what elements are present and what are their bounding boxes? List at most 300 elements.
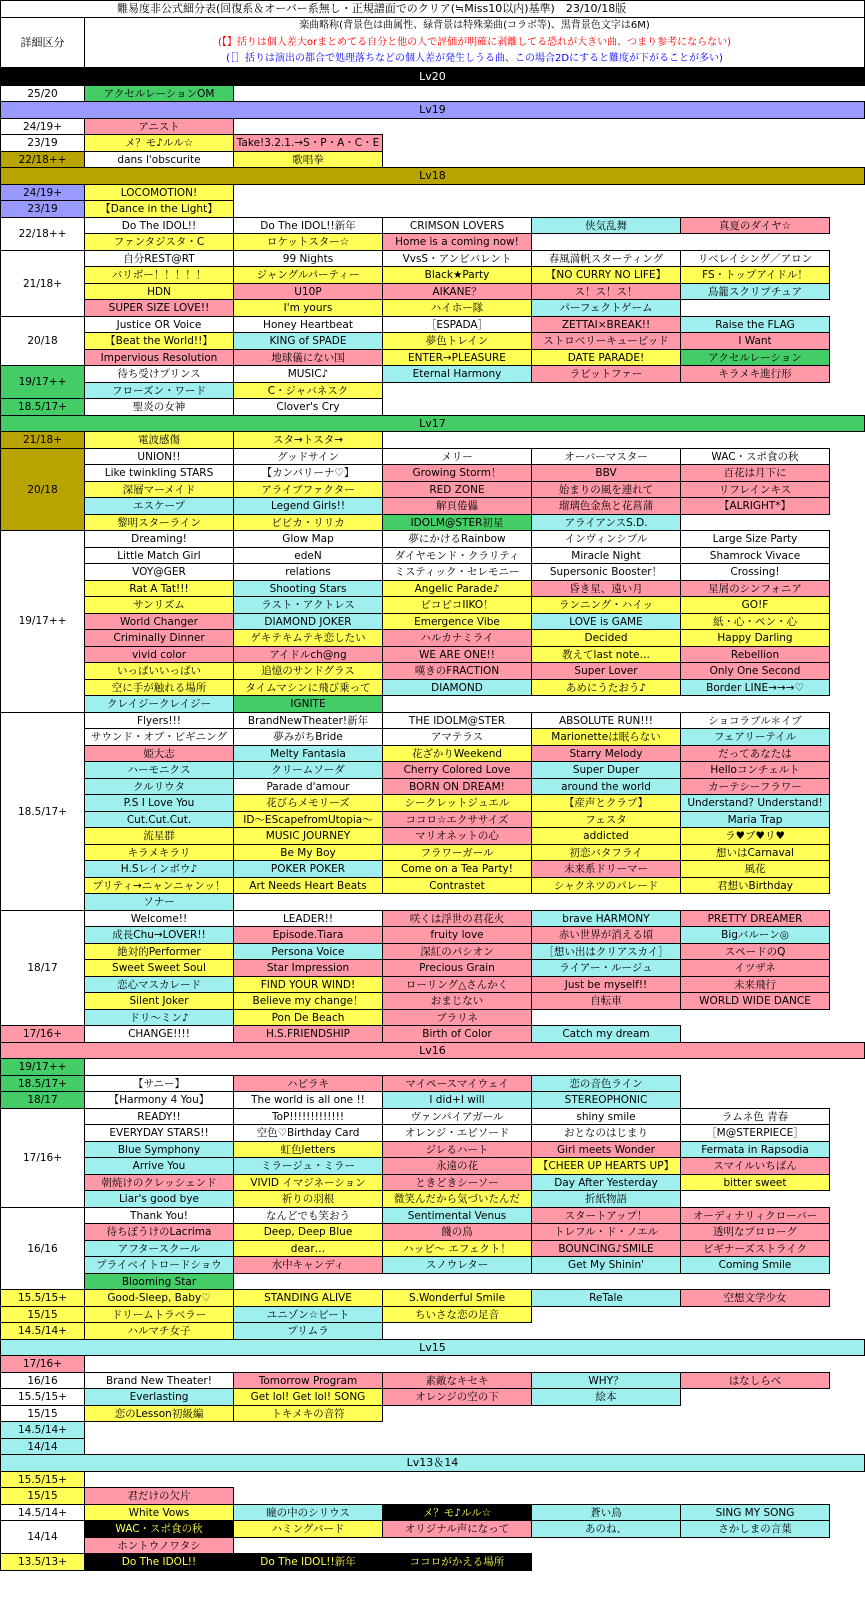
song-cell: 永遠の花 bbox=[382, 1157, 532, 1175]
song-cell: 【NO CURRY NO LIFE】 bbox=[531, 266, 681, 284]
song-cell: マイペースマイウェイ bbox=[382, 1075, 532, 1093]
section-header: Lv16 bbox=[0, 1042, 865, 1060]
difficulty-label: 14/14 bbox=[0, 1520, 85, 1554]
song-cell: BOUNCING♪SMILE bbox=[531, 1240, 681, 1258]
song-cell: アライブファクター bbox=[233, 481, 383, 499]
song-cell: マリオネットの心 bbox=[382, 827, 532, 845]
song-cell: Sentimental Venus bbox=[382, 1207, 532, 1225]
song-cell: ハッピ〜 エフェクト！ bbox=[382, 1240, 532, 1258]
song-cell: I'm yours bbox=[233, 299, 383, 317]
song-cell: 花びらメモリーズ bbox=[233, 794, 383, 812]
song-cell: サンリズム bbox=[84, 596, 234, 614]
song-cell: エスケープ bbox=[84, 497, 234, 515]
song-cell: 【Beat the World!!】 bbox=[84, 332, 234, 350]
song-cell: relations bbox=[233, 563, 383, 581]
song-cell: Episode.Tiara bbox=[233, 926, 383, 944]
difficulty-label: 18/17 bbox=[0, 910, 85, 1027]
song-cell: ToP!!!!!!!!!!!!! bbox=[233, 1108, 383, 1126]
song-cell: 待ちぼうけのLacrima bbox=[84, 1223, 234, 1241]
song-cell: 君だけの欠片 bbox=[84, 1487, 234, 1505]
song-cell: Black★Party bbox=[382, 266, 532, 284]
song-cell: C・ジャバネスク bbox=[233, 382, 383, 400]
song-cell: ラ♥ブ♥リ♥ bbox=[680, 827, 830, 845]
song-cell: Little Match Girl bbox=[84, 547, 234, 565]
song-cell: Tomorrow Program bbox=[233, 1372, 383, 1390]
song-cell: イツザネ bbox=[680, 959, 830, 977]
song-cell: Believe my change！ bbox=[233, 992, 383, 1010]
song-cell: 【Dance in the Light】 bbox=[84, 200, 234, 218]
song-cell: オリジナル声になって bbox=[382, 1520, 532, 1538]
song-cell: ラスト・アクトレス bbox=[233, 596, 383, 614]
song-cell: Glow Map bbox=[233, 530, 383, 548]
song-cell: 未来飛行 bbox=[680, 976, 830, 994]
song-cell: バリボー！！！！！ bbox=[84, 266, 234, 284]
song-cell: Angelic Parade♪ bbox=[382, 580, 532, 598]
song-cell: ランニング・ハイッ bbox=[531, 596, 681, 614]
song-cell: 自分REST@RT bbox=[84, 250, 234, 268]
song-cell: ライアー・ルージュ bbox=[531, 959, 681, 977]
song-cell: 紙・心・ペン・心 bbox=[680, 613, 830, 631]
song-cell: アニスト bbox=[84, 118, 234, 136]
song-cell: ソナー bbox=[84, 893, 234, 911]
song-cell: Welcome!! bbox=[84, 910, 234, 928]
song-cell: 絶対的Performer bbox=[84, 943, 234, 961]
song-cell: 風花 bbox=[680, 860, 830, 878]
song-cell: ス！ス！ス！ bbox=[531, 283, 681, 301]
song-cell: SING MY SONG bbox=[680, 1504, 830, 1522]
song-cell: READY!! bbox=[84, 1108, 234, 1126]
song-cell: アライアンスS.D. bbox=[531, 514, 681, 532]
song-cell: Thank You! bbox=[84, 1207, 234, 1225]
difficulty-label: 16/16 bbox=[0, 1207, 85, 1291]
song-cell: ラムネ色 青春 bbox=[680, 1108, 830, 1126]
song-cell: Marionetteは眠らない bbox=[531, 728, 681, 746]
song-cell: 深層マーメイド bbox=[84, 481, 234, 499]
song-cell: VIVID イマジネーション bbox=[233, 1174, 383, 1192]
song-cell: BORN ON DREAM! bbox=[382, 778, 532, 796]
song-cell: 水中キャンディ bbox=[233, 1256, 383, 1274]
song-cell: 追憶のサンドグラス bbox=[233, 662, 383, 680]
song-cell: Do The IDOL!! bbox=[84, 1553, 234, 1571]
song-cell: スペードのQ bbox=[680, 943, 830, 961]
song-cell: キラメキ進行形 bbox=[680, 365, 830, 383]
song-cell: SUPER SIZE LOVE!! bbox=[84, 299, 234, 317]
song-cell: メ？モ♪ルル☆ bbox=[84, 134, 234, 152]
song-cell: 【サニー】 bbox=[84, 1075, 234, 1093]
song-cell: STANDING ALIVE bbox=[233, 1289, 383, 1307]
song-cell: BrandNewTheater!新年 bbox=[233, 712, 383, 730]
song-cell: vivid color bbox=[84, 646, 234, 664]
song-cell: Impervious Resolution bbox=[84, 349, 234, 367]
song-cell: 春風満帆スターティング bbox=[531, 250, 681, 268]
song-cell: I Want bbox=[680, 332, 830, 350]
song-cell: ビビカ・リリカ bbox=[233, 514, 383, 532]
difficulty-label: 18/17 bbox=[0, 1091, 85, 1109]
song-cell: オーバーマスター bbox=[531, 448, 681, 466]
song-cell: I did+I will bbox=[382, 1091, 532, 1109]
song-cell: シークレットジュエル bbox=[382, 794, 532, 812]
song-cell: オーディナリィクローバー bbox=[680, 1207, 830, 1225]
song-cell: Brand New Theater! bbox=[84, 1372, 234, 1390]
song-cell: Shooting Stars bbox=[233, 580, 383, 598]
difficulty-label: 15/15 bbox=[0, 1306, 85, 1324]
song-cell: KING of SPADE bbox=[233, 332, 383, 350]
song-cell: 侠気乱舞 bbox=[531, 217, 681, 235]
song-cell: 瑠璃色金魚と花菖蒲 bbox=[531, 497, 681, 515]
song-cell: Only One Second bbox=[680, 662, 830, 680]
note-line-1: 楽曲略称(背景色は曲属性、緑背景は特殊楽曲(コラボ等)、黒背景色文字は6M) bbox=[299, 20, 650, 31]
song-cell: 夢色トレイン bbox=[382, 332, 532, 350]
song-cell: Sweet Sweet Soul bbox=[84, 959, 234, 977]
song-cell: Large Size Party bbox=[680, 530, 830, 548]
song-cell: ミスティック・セレモニー bbox=[382, 563, 532, 581]
song-cell: Crossing! bbox=[680, 563, 830, 581]
song-cell: WAC・スポ食の秋 bbox=[84, 1520, 234, 1538]
sheet-title: 難易度非公式細分表(回復系＆オーバー系無し・正規譜面でのクリア(≒Miss10以内)基準) 23/10/18版 bbox=[0, 0, 865, 18]
song-cell: ドリームトラベラー bbox=[84, 1306, 234, 1324]
song-cell: shiny smile bbox=[531, 1108, 681, 1126]
section-header: Lv13＆14 bbox=[0, 1454, 865, 1472]
song-cell: Star Impression bbox=[233, 959, 383, 977]
song-cell: LEADER!! bbox=[233, 910, 383, 928]
song-cell: Melty Fantasia bbox=[233, 745, 383, 763]
song-cell: なんどでも笑おう bbox=[233, 1207, 383, 1225]
song-cell: 微笑んだから気づいたんだ bbox=[382, 1190, 532, 1208]
song-cell: RED ZONE bbox=[382, 481, 532, 499]
song-cell: フェアリーテイル bbox=[680, 728, 830, 746]
song-cell: カーテシーフラワー bbox=[680, 778, 830, 796]
song-cell: フェスタ bbox=[531, 811, 681, 829]
song-cell: H.S.FRIENDSHIP bbox=[233, 1025, 383, 1043]
song-cell: Silent Joker bbox=[84, 992, 234, 1010]
song-cell: Everlasting bbox=[84, 1388, 234, 1406]
song-cell: グッドサイン bbox=[233, 448, 383, 466]
song-cell: Precious Grain bbox=[382, 959, 532, 977]
difficulty-label: 15.5/15+ bbox=[0, 1388, 85, 1406]
song-cell: White Vows bbox=[84, 1504, 234, 1522]
song-cell: Flyers!!! bbox=[84, 712, 234, 730]
song-cell: ショコラブル＊イブ bbox=[680, 712, 830, 730]
song-cell: Be My Boy bbox=[233, 844, 383, 862]
song-cell: 恋心マスカレード bbox=[84, 976, 234, 994]
song-cell: Do The IDOL!! bbox=[84, 217, 234, 235]
song-cell: 空に手が触れる場所 bbox=[84, 679, 234, 697]
song-cell: 赤い世界が消える頃 bbox=[531, 926, 681, 944]
song-cell: LOVE is GAME bbox=[531, 613, 681, 631]
song-cell: 空色♡Birthday Card bbox=[233, 1124, 383, 1142]
song-cell: ホントウノワタシ bbox=[84, 1537, 234, 1555]
song-cell: addicted bbox=[531, 827, 681, 845]
song-cell: さかしまの言葉 bbox=[680, 1520, 830, 1538]
song-cell: P.S I Love You bbox=[84, 794, 234, 812]
difficulty-label: 17/16+ bbox=[0, 1108, 85, 1208]
song-cell: Miracle Night bbox=[531, 547, 681, 565]
section-header: Lv17 bbox=[0, 415, 865, 433]
difficulty-label: 25/20 bbox=[0, 85, 85, 103]
song-cell: IGNITE bbox=[233, 695, 383, 713]
difficulty-label: 24/19+ bbox=[0, 118, 85, 136]
song-cell: DATE PARADE! bbox=[531, 349, 681, 367]
song-cell: Do The IDOL!!新年 bbox=[233, 1553, 383, 1571]
song-cell: S.Wonderful Smile bbox=[382, 1289, 532, 1307]
song-cell: ハミングバード bbox=[233, 1520, 383, 1538]
song-cell: ラビットファー bbox=[531, 365, 681, 383]
song-cell: Coming Smile bbox=[680, 1256, 830, 1274]
song-cell: 君想いBirthday bbox=[680, 877, 830, 895]
song-cell: AIKANE？ bbox=[382, 283, 532, 301]
song-cell: クレイジークレイジー bbox=[84, 695, 234, 713]
song-cell: THE IDOLM@STER bbox=[382, 712, 532, 730]
song-cell: クリームソーダ bbox=[233, 761, 383, 779]
song-cell: Liar's good bye bbox=[84, 1190, 234, 1208]
difficulty-label: 15.5/15+ bbox=[0, 1471, 85, 1489]
song-cell: ハイホー隊 bbox=[382, 299, 532, 317]
col-label: 詳細区分 bbox=[0, 17, 85, 68]
song-cell: Just be myself!! bbox=[531, 976, 681, 994]
song-cell: アクセルレーション bbox=[680, 349, 830, 367]
song-cell: ココロ☆エクササイズ bbox=[382, 811, 532, 829]
song-cell: フローズン・ワード bbox=[84, 382, 234, 400]
song-cell: 始まりの風を連れて bbox=[531, 481, 681, 499]
song-cell: CRIMSON LOVERS bbox=[382, 217, 532, 235]
song-cell: スタートアップ！ bbox=[531, 1207, 681, 1225]
song-cell: DIAMOND JOKER bbox=[233, 613, 383, 631]
song-cell: Honey Heartbeat bbox=[233, 316, 383, 334]
song-cell: Raise the FLAG bbox=[680, 316, 830, 334]
song-cell: Parade d'amour bbox=[233, 778, 383, 796]
song-cell: Growing Storm！ bbox=[382, 464, 532, 482]
song-cell: ドリ〜ミン♪ bbox=[84, 1009, 234, 1027]
difficulty-label: 17/16+ bbox=[0, 1355, 85, 1373]
song-cell: Rat A Tat!!! bbox=[84, 580, 234, 598]
song-cell: おとなのはじまり bbox=[531, 1124, 681, 1142]
song-cell: ときどきシーソー bbox=[382, 1174, 532, 1192]
song-cell: Get My Shinin' bbox=[531, 1256, 681, 1274]
difficulty-label: 22/18++ bbox=[0, 151, 85, 169]
song-cell: サウンド・オブ・ビギニング bbox=[84, 728, 234, 746]
song-cell: 成長Chu→LOVER!! bbox=[84, 926, 234, 944]
song-cell: 聖炎の女神 bbox=[84, 398, 234, 416]
song-cell: 朝焼けのクレッシェンド bbox=[84, 1174, 234, 1192]
song-cell: アフタースクール bbox=[84, 1240, 234, 1258]
difficulty-label: 19/17++ bbox=[0, 1058, 85, 1076]
song-cell: 夢にかけるRainbow bbox=[382, 530, 532, 548]
song-cell: ジレるハート bbox=[382, 1141, 532, 1159]
song-cell: 【CHEER UP HEARTS UP】 bbox=[531, 1157, 681, 1175]
song-cell: 99 Nights bbox=[233, 250, 383, 268]
song-cell: Shamrock Vivace bbox=[680, 547, 830, 565]
song-cell: アイドルch@ng bbox=[233, 646, 383, 664]
song-cell: あのね、 bbox=[531, 1520, 681, 1538]
song-cell: ハーモニクス bbox=[84, 761, 234, 779]
song-cell: パーフェクトゲーム bbox=[531, 299, 681, 317]
song-cell: dear… bbox=[233, 1240, 383, 1258]
song-cell: 【ALRIGHT*】 bbox=[680, 497, 830, 515]
song-cell: DIAMOND bbox=[382, 679, 532, 697]
song-cell: The world is all one !! bbox=[233, 1091, 383, 1109]
notes-box bbox=[84, 17, 865, 68]
song-cell: LOCOMOTION! bbox=[84, 184, 234, 202]
song-cell: メ？モ♪ルル☆ bbox=[382, 1504, 532, 1522]
song-cell: だってあなたは bbox=[680, 745, 830, 763]
song-cell: ReTale bbox=[531, 1289, 681, 1307]
song-cell: Persona Voice bbox=[233, 943, 383, 961]
song-cell: 姫大志 bbox=[84, 745, 234, 763]
song-cell: 空想文学少女 bbox=[680, 1289, 830, 1307]
song-cell: リフレインキス bbox=[680, 481, 830, 499]
difficulty-label: 20/18 bbox=[0, 316, 85, 367]
song-cell: 星屑のシンフォニア bbox=[680, 580, 830, 598]
song-cell: ハルマチ女子 bbox=[84, 1322, 234, 1340]
song-cell: IDOLM@STER初星 bbox=[382, 514, 532, 532]
song-cell: Day After Yesterday bbox=[531, 1174, 681, 1192]
song-cell: Dreaming! bbox=[84, 530, 234, 548]
song-cell: オレンジ・エピソード bbox=[382, 1124, 532, 1142]
song-cell: around the world bbox=[531, 778, 681, 796]
difficulty-label: 18.5/17+ bbox=[0, 398, 85, 416]
song-cell: キラメキラリ bbox=[84, 844, 234, 862]
song-cell: Super Duper bbox=[531, 761, 681, 779]
song-cell: MUSIC♪ bbox=[233, 365, 383, 383]
difficulty-label: 23/19 bbox=[0, 200, 85, 218]
song-cell: FIND YOUR WIND! bbox=[233, 976, 383, 994]
song-cell: Contrastet bbox=[382, 877, 532, 895]
song-cell: 自転車 bbox=[531, 992, 681, 1010]
song-cell: シャクネツのパレード bbox=[531, 877, 681, 895]
song-cell: ［ESPADA］ bbox=[382, 316, 532, 334]
song-cell: Blooming Star bbox=[84, 1273, 234, 1291]
song-cell: ハルカナミライ bbox=[382, 629, 532, 647]
song-cell: WORLD WIDE DANCE bbox=[680, 992, 830, 1010]
song-cell: brave HARMONY bbox=[531, 910, 681, 928]
song-cell: Border LINE→→→♡ bbox=[680, 679, 830, 697]
difficulty-label: 20/18 bbox=[0, 448, 85, 532]
song-cell: 花ざかりWeekend bbox=[382, 745, 532, 763]
song-cell: ユニゾン☆ビート bbox=[233, 1306, 383, 1324]
song-cell: Come on a Tea Party! bbox=[382, 860, 532, 878]
song-cell: Maria Trap bbox=[680, 811, 830, 829]
song-cell: はなしらべ bbox=[680, 1372, 830, 1390]
song-cell: タイムマシンに飛び乗って bbox=[233, 679, 383, 697]
song-cell: Do The IDOL!!新年 bbox=[233, 217, 383, 235]
difficulty-label: 14.5/14+ bbox=[0, 1322, 85, 1340]
difficulty-label: 18.5/17+ bbox=[0, 1075, 85, 1093]
song-cell: ストロベリーキューピッド bbox=[531, 332, 681, 350]
song-cell: FS・トップアイドル！ bbox=[680, 266, 830, 284]
song-cell: 未来系ドリーマー bbox=[531, 860, 681, 878]
song-cell: CHANGE!!!! bbox=[84, 1025, 234, 1043]
song-cell: ヴァンパイアガール bbox=[382, 1108, 532, 1126]
song-cell: スマイルいちばん bbox=[680, 1157, 830, 1175]
song-cell: 素敵なキセキ bbox=[382, 1372, 532, 1390]
difficulty-label: 21/18+ bbox=[0, 250, 85, 317]
difficulty-label: 17/16+ bbox=[0, 1025, 85, 1043]
song-cell: 透明なプロローグ bbox=[680, 1223, 830, 1241]
song-cell: ファンタジスタ・C bbox=[84, 233, 234, 251]
song-cell: クルリウタ bbox=[84, 778, 234, 796]
song-cell: dans l'obscurite bbox=[84, 151, 234, 169]
song-cell: ロケットスター☆ bbox=[233, 233, 383, 251]
song-cell: BBV bbox=[531, 464, 681, 482]
song-cell: ENTER→PLEASURE bbox=[382, 349, 532, 367]
song-cell: 虹色letters bbox=[233, 1141, 383, 1159]
song-cell: プライベイトロードショウ bbox=[84, 1256, 234, 1274]
song-cell: Super Lover bbox=[531, 662, 681, 680]
song-cell: MUSIC JOURNEY bbox=[233, 827, 383, 845]
song-cell: GO!F bbox=[680, 596, 830, 614]
song-cell: 想いはCarnaval bbox=[680, 844, 830, 862]
song-cell: Blue Symphony bbox=[84, 1141, 234, 1159]
song-cell: Emergence Vibe bbox=[382, 613, 532, 631]
song-cell: ビギナーズストライク bbox=[680, 1240, 830, 1258]
song-cell: Girl meets Wonder bbox=[531, 1141, 681, 1159]
song-cell: ちいさな恋の足音 bbox=[382, 1306, 532, 1324]
difficulty-label: 16/16 bbox=[0, 1372, 85, 1390]
song-cell: いっぱいいっぱい bbox=[84, 662, 234, 680]
song-cell: 瞳の中のシリウス bbox=[233, 1504, 383, 1522]
song-cell: Catch my dream bbox=[531, 1025, 681, 1043]
song-cell: ［M@STERPIECE］ bbox=[680, 1124, 830, 1142]
song-cell: 【Harmony 4 You】 bbox=[84, 1091, 234, 1109]
song-cell: World Changer bbox=[84, 613, 234, 631]
song-cell: トレフル・ド・ノエル bbox=[531, 1223, 681, 1241]
song-cell: 流星群 bbox=[84, 827, 234, 845]
song-cell: おまじない bbox=[382, 992, 532, 1010]
song-cell: アマテラス bbox=[382, 728, 532, 746]
difficulty-label: 23/19 bbox=[0, 134, 85, 152]
song-cell: 真夏のダイヤ☆ bbox=[680, 217, 830, 235]
song-cell: あめにうたおう♪ bbox=[531, 679, 681, 697]
song-cell: 鳥籠スクリプチュア bbox=[680, 283, 830, 301]
song-cell: U10P bbox=[233, 283, 383, 301]
song-cell: Clover's Cry bbox=[233, 398, 383, 416]
song-cell: ジャングルパーティー bbox=[233, 266, 383, 284]
song-cell: 咲くは浮世の君花火 bbox=[382, 910, 532, 928]
difficulty-label: 15/15 bbox=[0, 1487, 85, 1505]
song-cell: 餞の鳥 bbox=[382, 1223, 532, 1241]
song-cell: 祈りの羽根 bbox=[233, 1190, 383, 1208]
song-cell: Good-Sleep, Baby♡ bbox=[84, 1289, 234, 1307]
song-cell: Starry Melody bbox=[531, 745, 681, 763]
note-line-3: (［］括りは演出の都合で処理落ちなどの個人差が発生しうる曲、この場合2Dにすると難度が下がることが多い) bbox=[226, 53, 723, 64]
song-cell: スタ→トスタ→ bbox=[233, 431, 383, 449]
song-cell: POKER POKER bbox=[233, 860, 383, 878]
song-cell: インヴィンシブル bbox=[531, 530, 681, 548]
song-cell: 折紙物語 bbox=[531, 1190, 681, 1208]
song-cell: VOY@GER bbox=[84, 563, 234, 581]
song-cell: Art Needs Heart Beats bbox=[233, 877, 383, 895]
song-cell: 初恋バタフライ bbox=[531, 844, 681, 862]
song-cell: Eternal Harmony bbox=[382, 365, 532, 383]
difficulty-label: 19/17++ bbox=[0, 365, 85, 399]
song-cell: Birth of Color bbox=[382, 1025, 532, 1043]
song-cell: ABSOLUTE RUN!!! bbox=[531, 712, 681, 730]
song-cell: Cherry Colored Love bbox=[382, 761, 532, 779]
song-cell: HDN bbox=[84, 283, 234, 301]
song-cell: Deep, Deep Blue bbox=[233, 1223, 383, 1241]
song-cell: Fermata in Rapsodia bbox=[680, 1141, 830, 1159]
song-cell: WHY？ bbox=[531, 1372, 681, 1390]
song-cell: EVERYDAY STARS!! bbox=[84, 1124, 234, 1142]
difficulty-label: 14.5/14+ bbox=[0, 1504, 85, 1522]
song-cell: ID〜EScapefromUtopia〜 bbox=[233, 811, 383, 829]
song-cell: 恋の音色ライン bbox=[531, 1075, 681, 1093]
difficulty-label: 18.5/17+ bbox=[0, 712, 85, 911]
song-cell: ピコピコIIKO！ bbox=[382, 596, 532, 614]
song-cell: ブラリネ bbox=[382, 1009, 532, 1027]
song-cell: 嘆きのFRACTION bbox=[382, 662, 532, 680]
song-cell: Like twinkling STARS bbox=[84, 464, 234, 482]
